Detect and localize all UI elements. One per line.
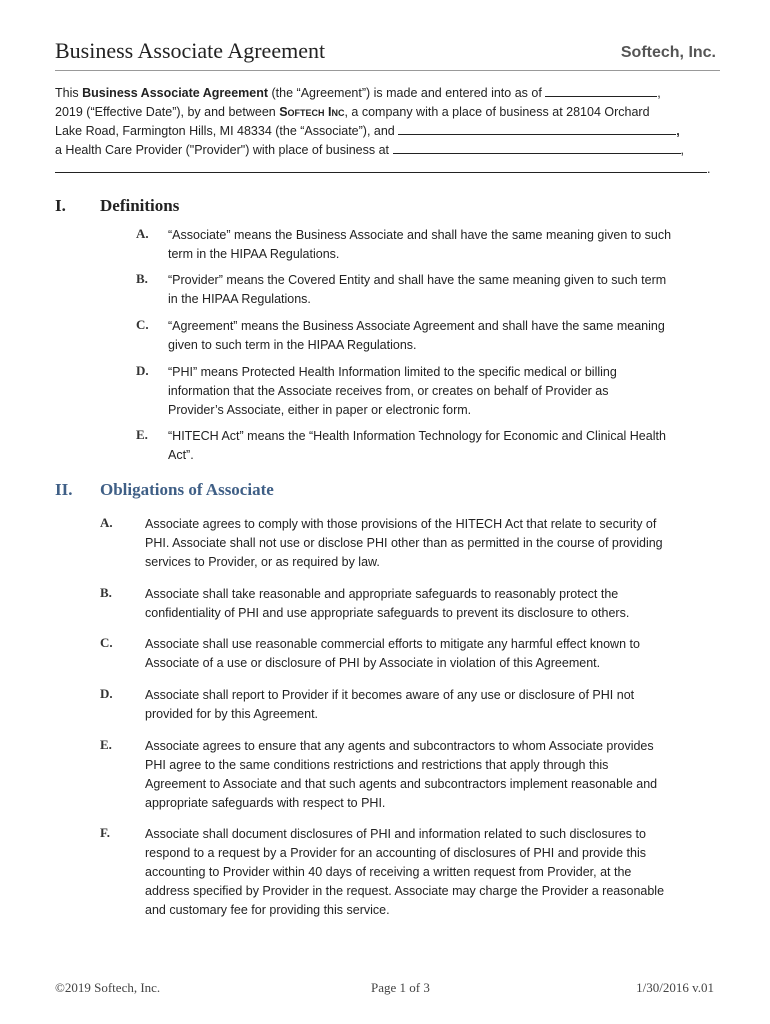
item-line: services to Provider, or as required by law.	[145, 555, 380, 569]
footer-version: 1/30/2016 v.01	[636, 980, 714, 995]
provider-name-blank	[398, 122, 676, 135]
document-title: Business Associate Agreement	[55, 38, 326, 63]
item-line: PHI agree to the same conditions restrictions and restrictions that apply through this	[145, 758, 609, 772]
item-line: “Provider” means the Covered Entity and shall have the same meaning given to such term	[168, 273, 667, 287]
item-letter: A.	[136, 226, 149, 241]
item-line: Associate shall take reasonable and appropriate safeguards to reasonably protect the	[145, 587, 619, 601]
intro-paragraph	[55, 84, 720, 179]
item-text	[145, 635, 725, 673]
section-title: Obligations of Associate	[100, 480, 274, 499]
section-title: Definitions	[100, 196, 180, 215]
item-line: accounting to Provider within 40 days of receiving a written request from Provider, at the	[145, 865, 632, 879]
intro-line	[55, 103, 720, 122]
provider-address-blank	[393, 141, 681, 154]
item-line: Associate shall use reasonable commercial efforts to mitigate any harmful effect known to	[145, 637, 640, 651]
item-text	[168, 226, 728, 264]
item-line: “HITECH Act” means the “Health Information Technology for Economic and Clinical Health	[168, 429, 666, 443]
company-name: Softech, Inc.	[620, 44, 716, 61]
agreement-name: Business Associate Agreement	[82, 86, 269, 100]
item-line: “Associate” means the Business Associate and shall have the same meaning given to such	[168, 228, 672, 242]
item-letter: A.	[100, 515, 113, 530]
item-letter: E.	[100, 737, 112, 752]
intro-text: ,	[657, 86, 661, 100]
item-letter: C.	[136, 317, 149, 332]
item-letter: D.	[100, 686, 113, 701]
intro-text: .	[707, 162, 711, 176]
item-line: given to such term in the HIPAA Regulations.	[168, 338, 417, 352]
footer-page-number: Page 1 of 3	[371, 980, 430, 995]
item-line: in the HIPAA Regulations.	[168, 292, 311, 306]
item-line: term in the HIPAA Regulations.	[168, 247, 340, 261]
intro-text: a Health Care Provider ("Provider") with place of business at	[55, 143, 393, 157]
intro-line	[55, 122, 720, 141]
item-line: Act”.	[168, 448, 194, 462]
item-line: information that the Associate receives from, or creates on behalf of Provider as	[168, 384, 609, 398]
item-text	[168, 317, 728, 355]
item-text	[145, 825, 725, 920]
intro-line	[55, 160, 720, 179]
item-line: address specified by Provider in the request. Associate may charge the Provider a reasonable	[145, 884, 665, 898]
item-text	[168, 271, 728, 309]
item-letter: C.	[100, 635, 113, 650]
item-text	[145, 737, 725, 813]
item-line: and customary fee for providing this service.	[145, 903, 390, 917]
section-number: I.	[55, 196, 66, 215]
intro-text: ,	[680, 143, 684, 157]
item-text	[145, 515, 725, 572]
intro-line	[55, 141, 720, 160]
item-text	[168, 427, 733, 465]
item-letter: D.	[136, 363, 149, 378]
associate-name: Softech Inc	[279, 105, 345, 119]
item-letter: E.	[136, 427, 148, 442]
item-text	[168, 363, 728, 420]
provider-address-blank-2	[55, 160, 707, 173]
intro-text: (the “Agreement”) is made and entered into as of	[268, 86, 546, 100]
item-line: appropriate safeguards with respect to PHI.	[145, 796, 386, 810]
item-line: respond to a request by a Provider for an accounting of disclosures of PHI and provide this	[145, 846, 646, 860]
item-letter: B.	[136, 271, 148, 286]
intro-text: Lake Road, Farmington Hills, MI 48334 (the “Associate”), and	[55, 124, 399, 138]
date-blank	[545, 84, 657, 97]
footer-copyright: ©2019 Softech, Inc.	[55, 980, 161, 995]
item-letter: F.	[100, 825, 110, 840]
item-line: Associate shall document disclosures of PHI and information related to such disclosures to	[145, 827, 646, 841]
item-line: Associate agrees to comply with those provisions of the HITECH Act that relate to security of	[145, 517, 657, 531]
item-line: provided for by this Agreement.	[145, 707, 319, 721]
section-number: II.	[55, 480, 73, 499]
item-line: “Agreement” means the Business Associate Agreement and shall have the same meaning	[168, 319, 665, 333]
item-letter: B.	[100, 585, 112, 600]
intro-text: This	[55, 86, 83, 100]
intro-text: ,	[676, 124, 680, 138]
intro-text: 2019 (“Effective Date”), by and between	[55, 105, 280, 119]
item-line: Associate of a use or disclosure of PHI by Associate in violation of this Agreement.	[145, 656, 601, 670]
header-divider	[55, 70, 720, 71]
intro-text: , a company with a place of business at 28104 Orchard	[344, 105, 650, 119]
intro-line	[55, 84, 720, 103]
item-line: “PHI” means Protected Health Information limited to the specific medical or billing	[168, 365, 617, 379]
item-line: PHI. Associate shall not use or disclose PHI other than as permitted in the course of providing	[145, 536, 663, 550]
item-line: confidentiality of PHI and use appropriate safeguards to prevent its disclosure to others.	[145, 606, 630, 620]
item-text	[145, 686, 725, 724]
item-line: Agreement to Associate and that such agents and subcontractors implement reasonable and	[145, 777, 658, 791]
item-line: Associate agrees to ensure that any agents and subcontractors to whom Associate provides	[145, 739, 654, 753]
item-line: Provider’s Associate, either in paper or electronic form.	[168, 403, 472, 417]
item-line: Associate shall report to Provider if it becomes aware of any use or disclosure of PHI not	[145, 688, 635, 702]
item-text	[145, 585, 725, 623]
